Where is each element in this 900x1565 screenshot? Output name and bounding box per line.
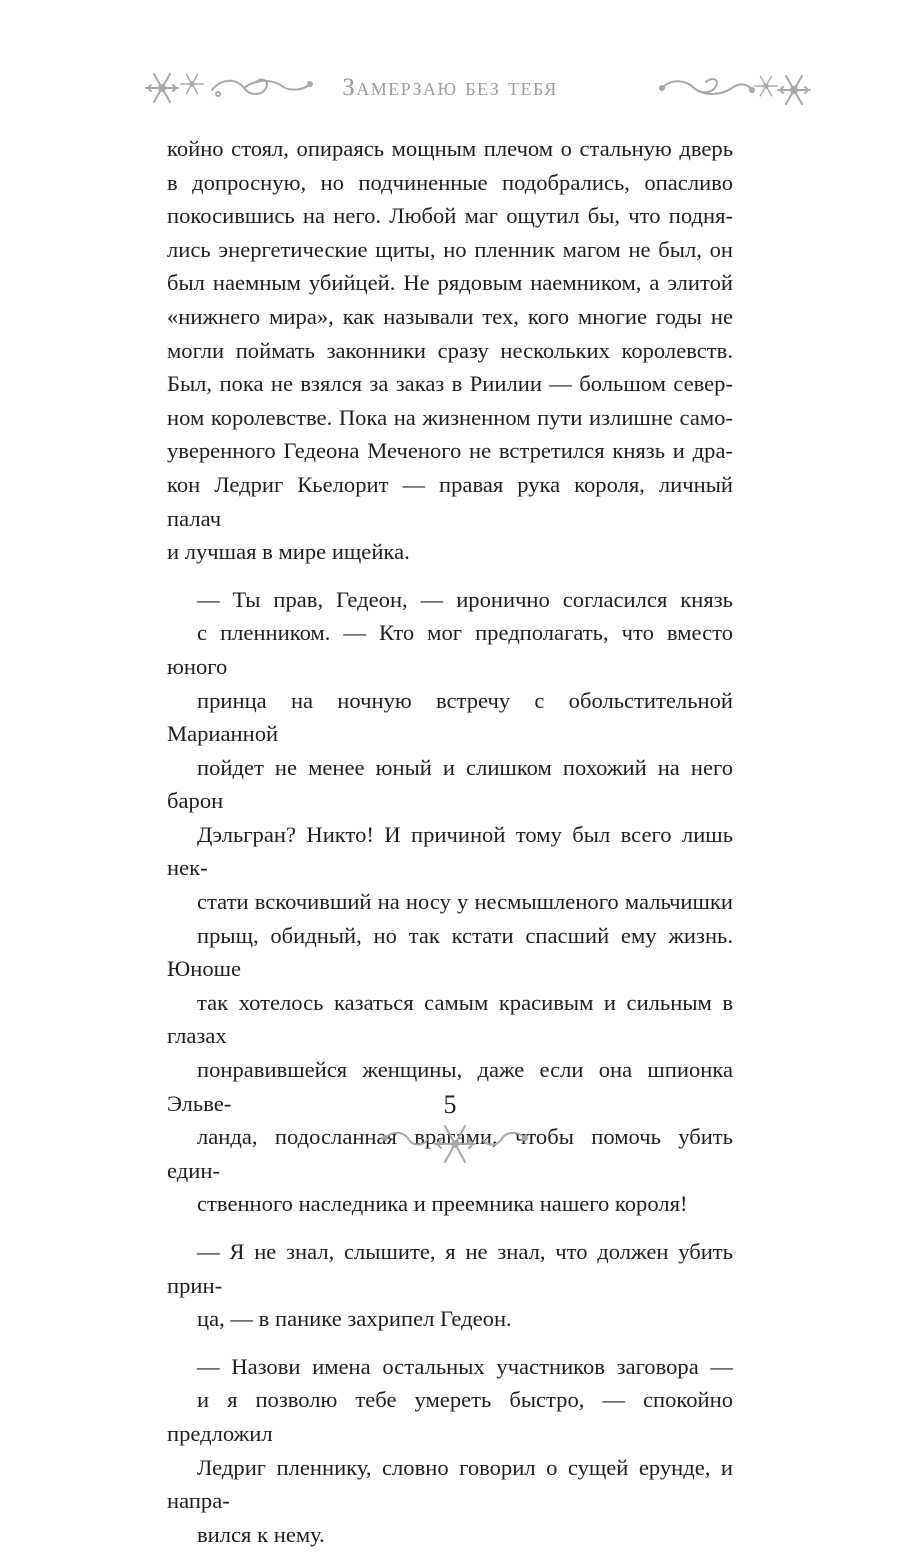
text-line: Был, пока не взялся за заказ в Риилии — большом север- [167, 371, 733, 397]
text-line: покосившись на него. Любой маг ощутил бы, что подня- [167, 203, 733, 229]
text-line: пойдет не менее юный и слишком похожий на него барон [167, 754, 733, 814]
text-line: понравившейся женщины, даже если она шпионка Эльве- [167, 1057, 733, 1116]
text-line: — Я не знал, слышите, я не знал, что должен убить прин- [167, 1239, 733, 1298]
text-line: — Назови имена остальных участников заговора — [197, 1353, 733, 1379]
text-line: «нижнего мира», как называли тех, кого многие годы не [167, 303, 733, 329]
paragraph [167, 1350, 733, 1552]
text-line: Ледриг пленнику, словно говорил о сущей ерунде, и напра- [167, 1454, 733, 1514]
text-line: лись энергетические щиты, но пленник магом не был, он [167, 236, 733, 262]
snowflake-ornament-right-icon [648, 64, 818, 112]
book-title: Замерзаю без тебя [342, 74, 558, 101]
text-line: уверенного Гедеона Меченого не встретился князь и дра- [167, 438, 733, 464]
text-line: — Ты прав, Гедеон, — иронично согласился князь [197, 586, 733, 612]
text-line: так хотелось казаться самым красивым и сильным в глазах [167, 989, 733, 1049]
text-line: ном королевстве. Пока на жизненном пути излишне само- [167, 404, 733, 430]
text-line: прыщ, обидный, но так кстати спасший ему жизнь. Юноше [167, 922, 733, 982]
text-line: и лучшая в мире ищейка. [167, 539, 410, 565]
body-text [167, 132, 733, 1565]
text-line: могли поймать законники сразу нескольких королевств. [167, 337, 733, 363]
text-line: ланда, подосланная врагами, чтобы помочь убить един- [167, 1124, 733, 1183]
text-line: койно стоял, опираясь мощным плечом о стальную дверь [167, 136, 733, 161]
snowflake-footer-ornament-icon [375, 1118, 535, 1174]
text-line: был наемным убийцей. Не рядовым наемником, а элитой [167, 270, 733, 296]
running-header [0, 52, 900, 122]
text-line: вился к нему. [197, 1521, 325, 1547]
text-line: и я позволю тебе умереть быстро, — спокойно предложил [167, 1387, 733, 1446]
text-line: в допросную, но подчиненные подобрались, опасливо [167, 169, 733, 195]
text-line: с пленником. — Кто мог предполагать, что вместо юного [167, 620, 733, 679]
text-line: ца, — в панике захрипел Гедеон. [197, 1306, 512, 1332]
paragraph [167, 132, 733, 569]
text-line: Дэльгран? Никто! И причиной тому был всего лишь нек- [167, 821, 733, 881]
text-line: ственного наследника и преемника нашего короля! [197, 1191, 688, 1217]
text-line: принца на ночную встречу с обольстительной Марианной [167, 687, 733, 747]
text-line: кон Ледриг Кьелорит — правая рука короля, личный палач [167, 471, 733, 531]
text-line: стати вскочивший на носу у несмышленого мальчишки [197, 889, 733, 915]
page-number: 5 [443, 1090, 457, 1119]
paragraph [167, 1235, 733, 1336]
